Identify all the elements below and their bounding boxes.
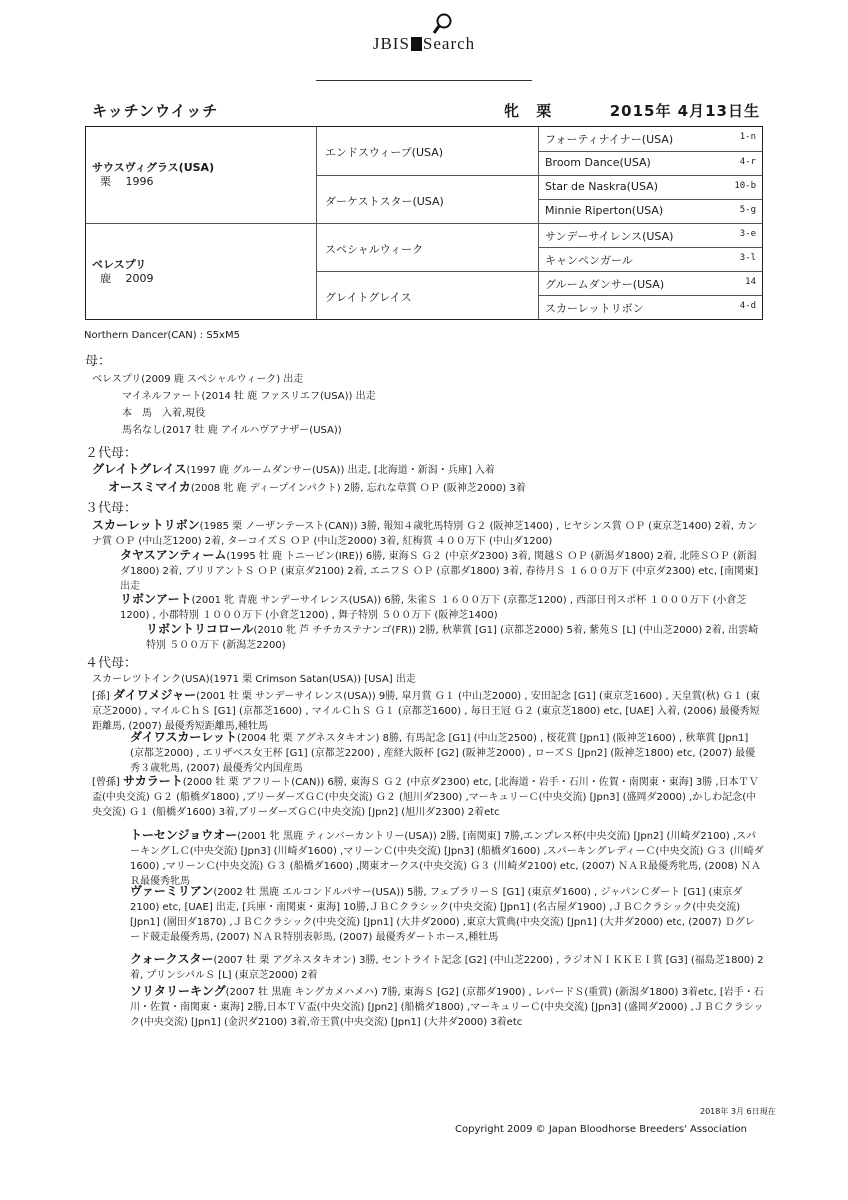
pedigree-gen2: エンドスウィープ(USA) bbox=[316, 127, 538, 175]
gen3-name: Star de Naskra(USA) bbox=[545, 180, 658, 193]
pedigree-gen3 bbox=[538, 175, 762, 199]
record-text: (2007 牡 黒鹿 キングカメハメハ) 7勝, 東海Ｓ [G2] (京都ダ1900) , レパードＳ(重賞) (新潟ダ1800) 3着etc, [岩手・石川・佐賀・南関東・東海] 2勝,日本ＴＶ盃(中央交流) [Jpn2] (船橋ダ1800) ,マーキュリーＣ(中央交流) [Jpn3] (盛岡ダ2000) ,ＪＢＣクラシック(中央交流) [Jpn1] (金沢ダ2100) 3着,帝王賞(中央交流) [Jpn1] (大井ダ2000) 3着etc bbox=[130, 987, 764, 1028]
pedigree-gen3 bbox=[538, 295, 762, 319]
gen3-name: フォーティナイナー(USA) bbox=[545, 133, 674, 146]
record-text: (2000 牡 栗 アフリート(CAN)) 6勝, 東海Ｓ Ｇ２ (中京ダ2300) etc, [北海道・岩手・石川・佐賀・南関東・東海] 3勝 ,日本ＴＶ盃(中央交流) Ｇ２ (船橋ダ1800) ,ブリーダーズＧＣ(中央交流) Ｇ２ (旭川ダ2300) ,マーキュリーＣ(中央交流) [Jpn3] (盛岡ダ2000) ,かしわ記念(中央交流) Ｇ１ (船橋ダ1600) 3着,ブリーダーズＧＣ(中央交流) [Jpn2] (旭川ダ2300) 2着etc bbox=[92, 777, 759, 818]
pedigree-gen2: スペシャルウィーク bbox=[316, 223, 538, 271]
record-text: (2007 牡 栗 アグネスタキオン) 3勝, セントライト記念 [G2] (中山芝2200) , ラジオＮＩＫＫＥＩ賞 [G3] (福島芝1800) 2着, プリンシパルＳ [L] (東京芝2000) 2着 bbox=[130, 955, 764, 981]
horse-link[interactable]: サカラート bbox=[123, 774, 183, 788]
dam-offspring-line: 本 馬 入着,現役 bbox=[122, 408, 206, 419]
gen3-name: Broom Dance(USA) bbox=[545, 156, 651, 169]
gen3-line bbox=[146, 622, 764, 653]
horse-name: キッチンウイッチ bbox=[92, 102, 219, 120]
gen4-line bbox=[130, 730, 764, 776]
record-text: (2004 牝 栗 アグネスタキオン) 8勝, 有馬記念 [G1] (中山芝2500) , 桜花賞 [Jpn1] (阪神芝1600) , 秋華賞 [Jpn1] (京都芝2000) , エリザベス女王杯 [G1] (京都芝2200) , 産経大阪杯 [G2] (阪神芝2000) , ローズＳ [Jpn2] (阪神芝1800) etc, (2007) 最優秀３歳牝馬, (2007) 最優秀父内国産馬 bbox=[130, 733, 756, 774]
record-text: (1985 栗 ノーザンテースト(CAN)) 3勝, 報知４歳牝馬特別 Ｇ２ (阪神芝1400) , ヒヤシンス賞 ＯＰ (東京芝1400) 2着, カンナ賞 ＯＰ (中山芝1200) 2着, ターコイズＳ ＯＰ (中山芝2000) 3着, 紅梅賞 ４００万下 (中山ダ1200) bbox=[92, 521, 758, 547]
gen4-line bbox=[92, 688, 764, 734]
record-text: (2008 牝 鹿 ディープインパクト) 2勝, 忘れな草賞 ＯＰ (阪神芝2000) 3着 bbox=[190, 483, 526, 494]
record-text: (2001 牡 栗 サンデーサイレンス(USA)) 9勝, 皐月賞 Ｇ１ (中山芝2000) , 安田記念 [G1] (東京芝1600) , 天皇賞(秋) Ｇ１ (東京芝2000) , マイルＣｈＳ [G1] (京都芝1600) , マイルＣｈＳ Ｇ１ (京都芝1600) , 毎日王冠 Ｇ２ (東京芝1800) etc, [UAE] 入着, (2006) 最優秀短距離馬, (2007) 最優秀短距離馬,種牡馬 bbox=[92, 691, 760, 732]
sire-info: 栗 1996 bbox=[100, 175, 154, 188]
record-text: (2002 牡 黒鹿 エルコンドルパサー(USA)) 5勝, フェブラリーＳ [G1] (東京ダ1600) , ジャパンＣダート [G1] (東京ダ2100) etc, [UAE] 出走, [兵庫・南関東・東海] 10勝,ＪＢＣクラシック(中央交流) [Jpn1] (名古屋ダ1900) ,ＪＢＣクラシック(中央交流) [Jpn1] (園田ダ1870) ,ＪＢＣクラシック(中央交流) [Jpn1] (大井ダ2000) ,東京大賞典(中央交流) [Jpn1] (大井ダ2000) etc, (2007) Ｄグレード競走最優秀馬, (2007) ＮＡＲ特別表彰馬, (2007) 最優秀ダートホース,種牡馬 bbox=[130, 887, 755, 943]
horse-link[interactable]: トーセンジョウオー bbox=[130, 828, 238, 842]
dam-info: 鹿 2009 bbox=[100, 272, 154, 285]
gen4-line bbox=[92, 672, 416, 687]
gen3-line bbox=[92, 518, 764, 549]
horse-link[interactable]: タヤスアンティーム bbox=[120, 548, 227, 562]
section-dam-heading: 母： bbox=[85, 354, 112, 369]
section-gen2-heading: ２代母： bbox=[85, 446, 138, 461]
relation-tag: [曾孫] bbox=[92, 777, 120, 788]
horse-link[interactable]: オースミマイカ bbox=[108, 480, 191, 494]
birth-date: 2015年 4月13日生 bbox=[609, 102, 760, 120]
pedigree-table bbox=[85, 126, 763, 320]
jbis-logo bbox=[0, 34, 848, 54]
pedigree-gen3 bbox=[538, 127, 762, 151]
horse-link[interactable]: ヴァーミリアン bbox=[130, 884, 214, 898]
record-text: (2001 牝 黒鹿 ティンバーカントリー(USA)) 2勝, [南関東] 7勝,エンプレス杯(中央交流) [Jpn2] (川崎ダ2100) ,スパーキングＬＣ(中央交流) [Jpn3] (川崎ダ1600) ,マリーンＣ(中央交流) [Jpn3] (船橋ダ1600) ,スパーキングレディーＣ(中央交流) Ｇ３ (川崎ダ1600) ,マリーンＣ(中央交流) Ｇ３ (船橋ダ1600) ,関東オークス(中央交流) Ｇ３ (川崎ダ2100) etc, (2007) ＮＡＲ最優秀牝馬, (2008) ＮＡＲ最優秀牝馬 bbox=[130, 831, 764, 887]
section-gen4-heading: ４代母： bbox=[85, 656, 138, 671]
pedigree-gen2: ダーケストスター(USA) bbox=[316, 175, 538, 223]
gen2-line bbox=[108, 480, 526, 496]
gen3-name: スカーレットリボン bbox=[545, 302, 644, 315]
record-text: (1971 栗 Crimson Satan(USA)) [USA] 出走 bbox=[209, 674, 416, 685]
horse-link[interactable]: クォークスター bbox=[130, 952, 214, 966]
inbreeding-note: Northern Dancer(CAN) : S5xM5 bbox=[84, 330, 240, 341]
gen4-line bbox=[130, 828, 764, 889]
pedigree-gen3 bbox=[538, 271, 762, 295]
record-text: (2010 牝 芦 チチカステナンゴ(FR)) 2勝, 秋華賞 [G1] (京都芝2000) 5着, 紫苑Ｓ [L] (中山芝2000) 2着, 出雲崎特別 ５００万下 (新潟芝2200) bbox=[146, 625, 759, 651]
sire-name: サウスヴィグラス(USA) bbox=[92, 161, 215, 174]
dam-name: ベレスプリ bbox=[92, 258, 147, 271]
gen3-name: キャンペンガール bbox=[545, 254, 633, 267]
gen3-name: グルームダンサー(USA) bbox=[545, 278, 665, 291]
family-code: 1-n bbox=[739, 132, 756, 142]
gen3-line bbox=[120, 548, 764, 594]
gen4-line bbox=[130, 952, 764, 983]
title-row bbox=[92, 100, 760, 128]
horse-link[interactable]: ソリタリーキング bbox=[130, 984, 226, 998]
pedigree-sire bbox=[86, 127, 316, 223]
horse-link[interactable]: ダイワメジャー bbox=[113, 688, 197, 702]
section-gen3-heading: ３代母： bbox=[85, 501, 138, 516]
gen4-line bbox=[130, 984, 764, 1030]
horse-link[interactable]: リボンアート bbox=[120, 592, 192, 606]
pedigree-dam bbox=[86, 223, 316, 319]
family-code: 14 bbox=[745, 277, 756, 287]
family-code: 4-r bbox=[739, 157, 756, 167]
pedigree-gen2: グレイトグレイス bbox=[316, 271, 538, 319]
family-code: 3-l bbox=[739, 253, 756, 263]
gen4-line bbox=[130, 884, 764, 945]
record-text: (2001 牝 青鹿 サンデーサイレンス(USA)) 6勝, 朱雀Ｓ １６００万下 (京都芝1200) , 西部日刊スポ杯 １０００万下 (小倉芝1200) , 小郡特別 １０００万下 (小倉芝1200) , 舞子特別 ５００万下 (阪神芝1400) bbox=[120, 595, 747, 621]
dam-offspring-line: マイネルファート(2014 牡 鹿 ファスリエフ(USA)) 出走 bbox=[122, 391, 376, 402]
relation-tag: [孫] bbox=[92, 691, 110, 702]
logo-square-icon bbox=[411, 37, 422, 51]
horse-link[interactable]: スカーレットリボン bbox=[92, 518, 200, 532]
horse-link[interactable]: リボントリコロール bbox=[146, 622, 254, 636]
as-of-date: 2018年 3月 6日現在 bbox=[700, 1107, 776, 1116]
logo-underline bbox=[316, 80, 532, 81]
gen3-name: サンデーサイレンス(USA) bbox=[545, 230, 674, 243]
family-code: 10-b bbox=[734, 181, 756, 191]
copyright: Copyright 2009 © Japan Bloodhorse Breeders' Association bbox=[455, 1124, 747, 1135]
gen2-line bbox=[92, 462, 495, 478]
dam-line: ベレスプリ(2009 鹿 スペシャルウィーク) 出走 bbox=[92, 374, 304, 385]
pedigree-gen3 bbox=[538, 247, 762, 271]
gen3-line bbox=[120, 592, 764, 623]
horse-name-plain: スカーレツトインク(USA) bbox=[92, 674, 210, 685]
record-text: (1995 牡 鹿 トニービン(IRE)) 6勝, 東海Ｓ Ｇ２ (中京ダ2300) 3着, 関越Ｓ ＯＰ (新潟ダ1800) 2着, 北陸ＳＯＰ (新潟ダ1800) 2着, ブリリアントＳ ＯＰ (東京ダ2100) 2着, エニフＳ ＯＰ (京都ダ1800) 3着, 春待月Ｓ １６００万下 (中京ダ2300) etc, [南関東] 出走 bbox=[120, 551, 758, 592]
gen3-name: Minnie Riperton(USA) bbox=[545, 204, 664, 217]
logo-text-search: Search bbox=[422, 34, 476, 53]
horse-link[interactable]: グレイトグレイス bbox=[92, 462, 187, 476]
gen4-line bbox=[92, 774, 764, 820]
pedigree-gen3 bbox=[538, 151, 762, 175]
pedigree-gen3 bbox=[538, 199, 762, 223]
logo-text-jbis: JBIS bbox=[372, 34, 410, 53]
sex-color: 牝 栗 bbox=[504, 102, 558, 120]
horse-link[interactable]: ダイワスカーレット bbox=[130, 730, 238, 744]
family-code: 3-e bbox=[739, 229, 756, 239]
family-code: 5-g bbox=[739, 205, 756, 215]
record-text: (1997 鹿 グルームダンサー(USA)) 出走, [北海道・新潟・兵庫] 入着 bbox=[186, 465, 495, 476]
dam-offspring-line: 馬名なし(2017 牡 鹿 アイルハヴアナザー(USA)) bbox=[122, 425, 342, 436]
family-code: 4-d bbox=[739, 301, 756, 311]
magnifier-icon bbox=[431, 12, 457, 36]
pedigree-gen3 bbox=[538, 223, 762, 247]
